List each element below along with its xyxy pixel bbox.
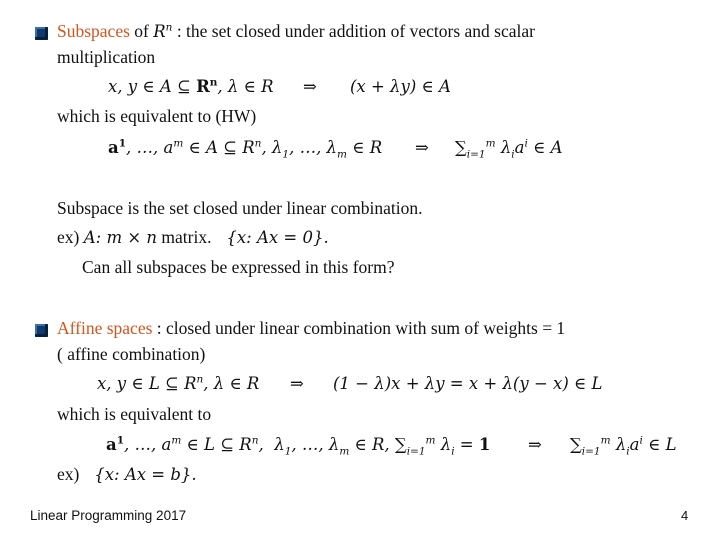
subspace-question: Can all subspaces be expressed in this form? [82,257,395,277]
affine-combination-result: $\sum_{i=1}^m$ $\lambda_ia^i$ ∈ L [570,434,677,458]
rn-symbol: $R^n$ [153,21,173,41]
affine-closure-result: (1 − λ)x + λy = x + λ(y − x) ∈ L [333,374,603,393]
affine-subheading: ( affine combination) [57,344,206,364]
square-bullet-icon [35,27,48,40]
affine-heading: Affine spaces : closed under linear combination with sum of weights = 1 [57,318,566,338]
subspaces-heading: Subspaces of $R^n$ : the set closed under addition of vectors and scalar [57,21,535,41]
affine-closure-formula: x, y ∈ L ⊆ $R^n$, λ ∈ R [97,373,260,393]
implies-symbol: ⇒ [303,77,317,96]
square-bullet-icon [35,324,48,337]
affine-example: ex) {x: Ax = b}. [57,464,197,484]
subspaces-heading-line2: multiplication [57,47,156,67]
linear-combination-result: $\sum_{i=1}^m$ $\lambda_ia^i$ ∈ A [455,137,563,161]
subspaces-term: Subspaces [57,21,130,41]
implies-symbol: ⇒ [415,138,429,157]
linear-combination-formula: $a^1$, …, $a^m$ ∈ A ⊆ $R^n$, $\lambda_1$, …, $\lambda_m$ ∈ R [108,137,383,161]
page-number: 4 [681,508,689,523]
affine-equivalent-text: which is equivalent to [57,404,212,424]
implies-symbol: ⇒ [528,435,542,454]
affine-combination-formula: $a^1$, …, $a^m$ ∈ L ⊆ $R^n$, $\lambda_1$, …, $\lambda_m$ ∈ R, $\sum_{i=1}^m$ $\lambda_i = 1$ [106,434,491,458]
subspace-example: ex) A: m × n matrix. {x: Ax = 0}. [57,227,329,247]
subspace-closure-formula: x, y ∈ A ⊆ $R^n$, λ ∈ R [108,76,274,96]
footer-title: Linear Programming 2017 [30,508,187,523]
subspace-linear-combination-text: Subspace is the set closed under linear combination. [57,198,423,218]
subspace-closure-result: (x + λy) ∈ A [350,77,451,96]
implies-symbol: ⇒ [290,374,304,393]
equivalent-hw-text: which is equivalent to (HW) [57,106,257,126]
affine-spaces-term: Affine spaces [57,318,153,338]
